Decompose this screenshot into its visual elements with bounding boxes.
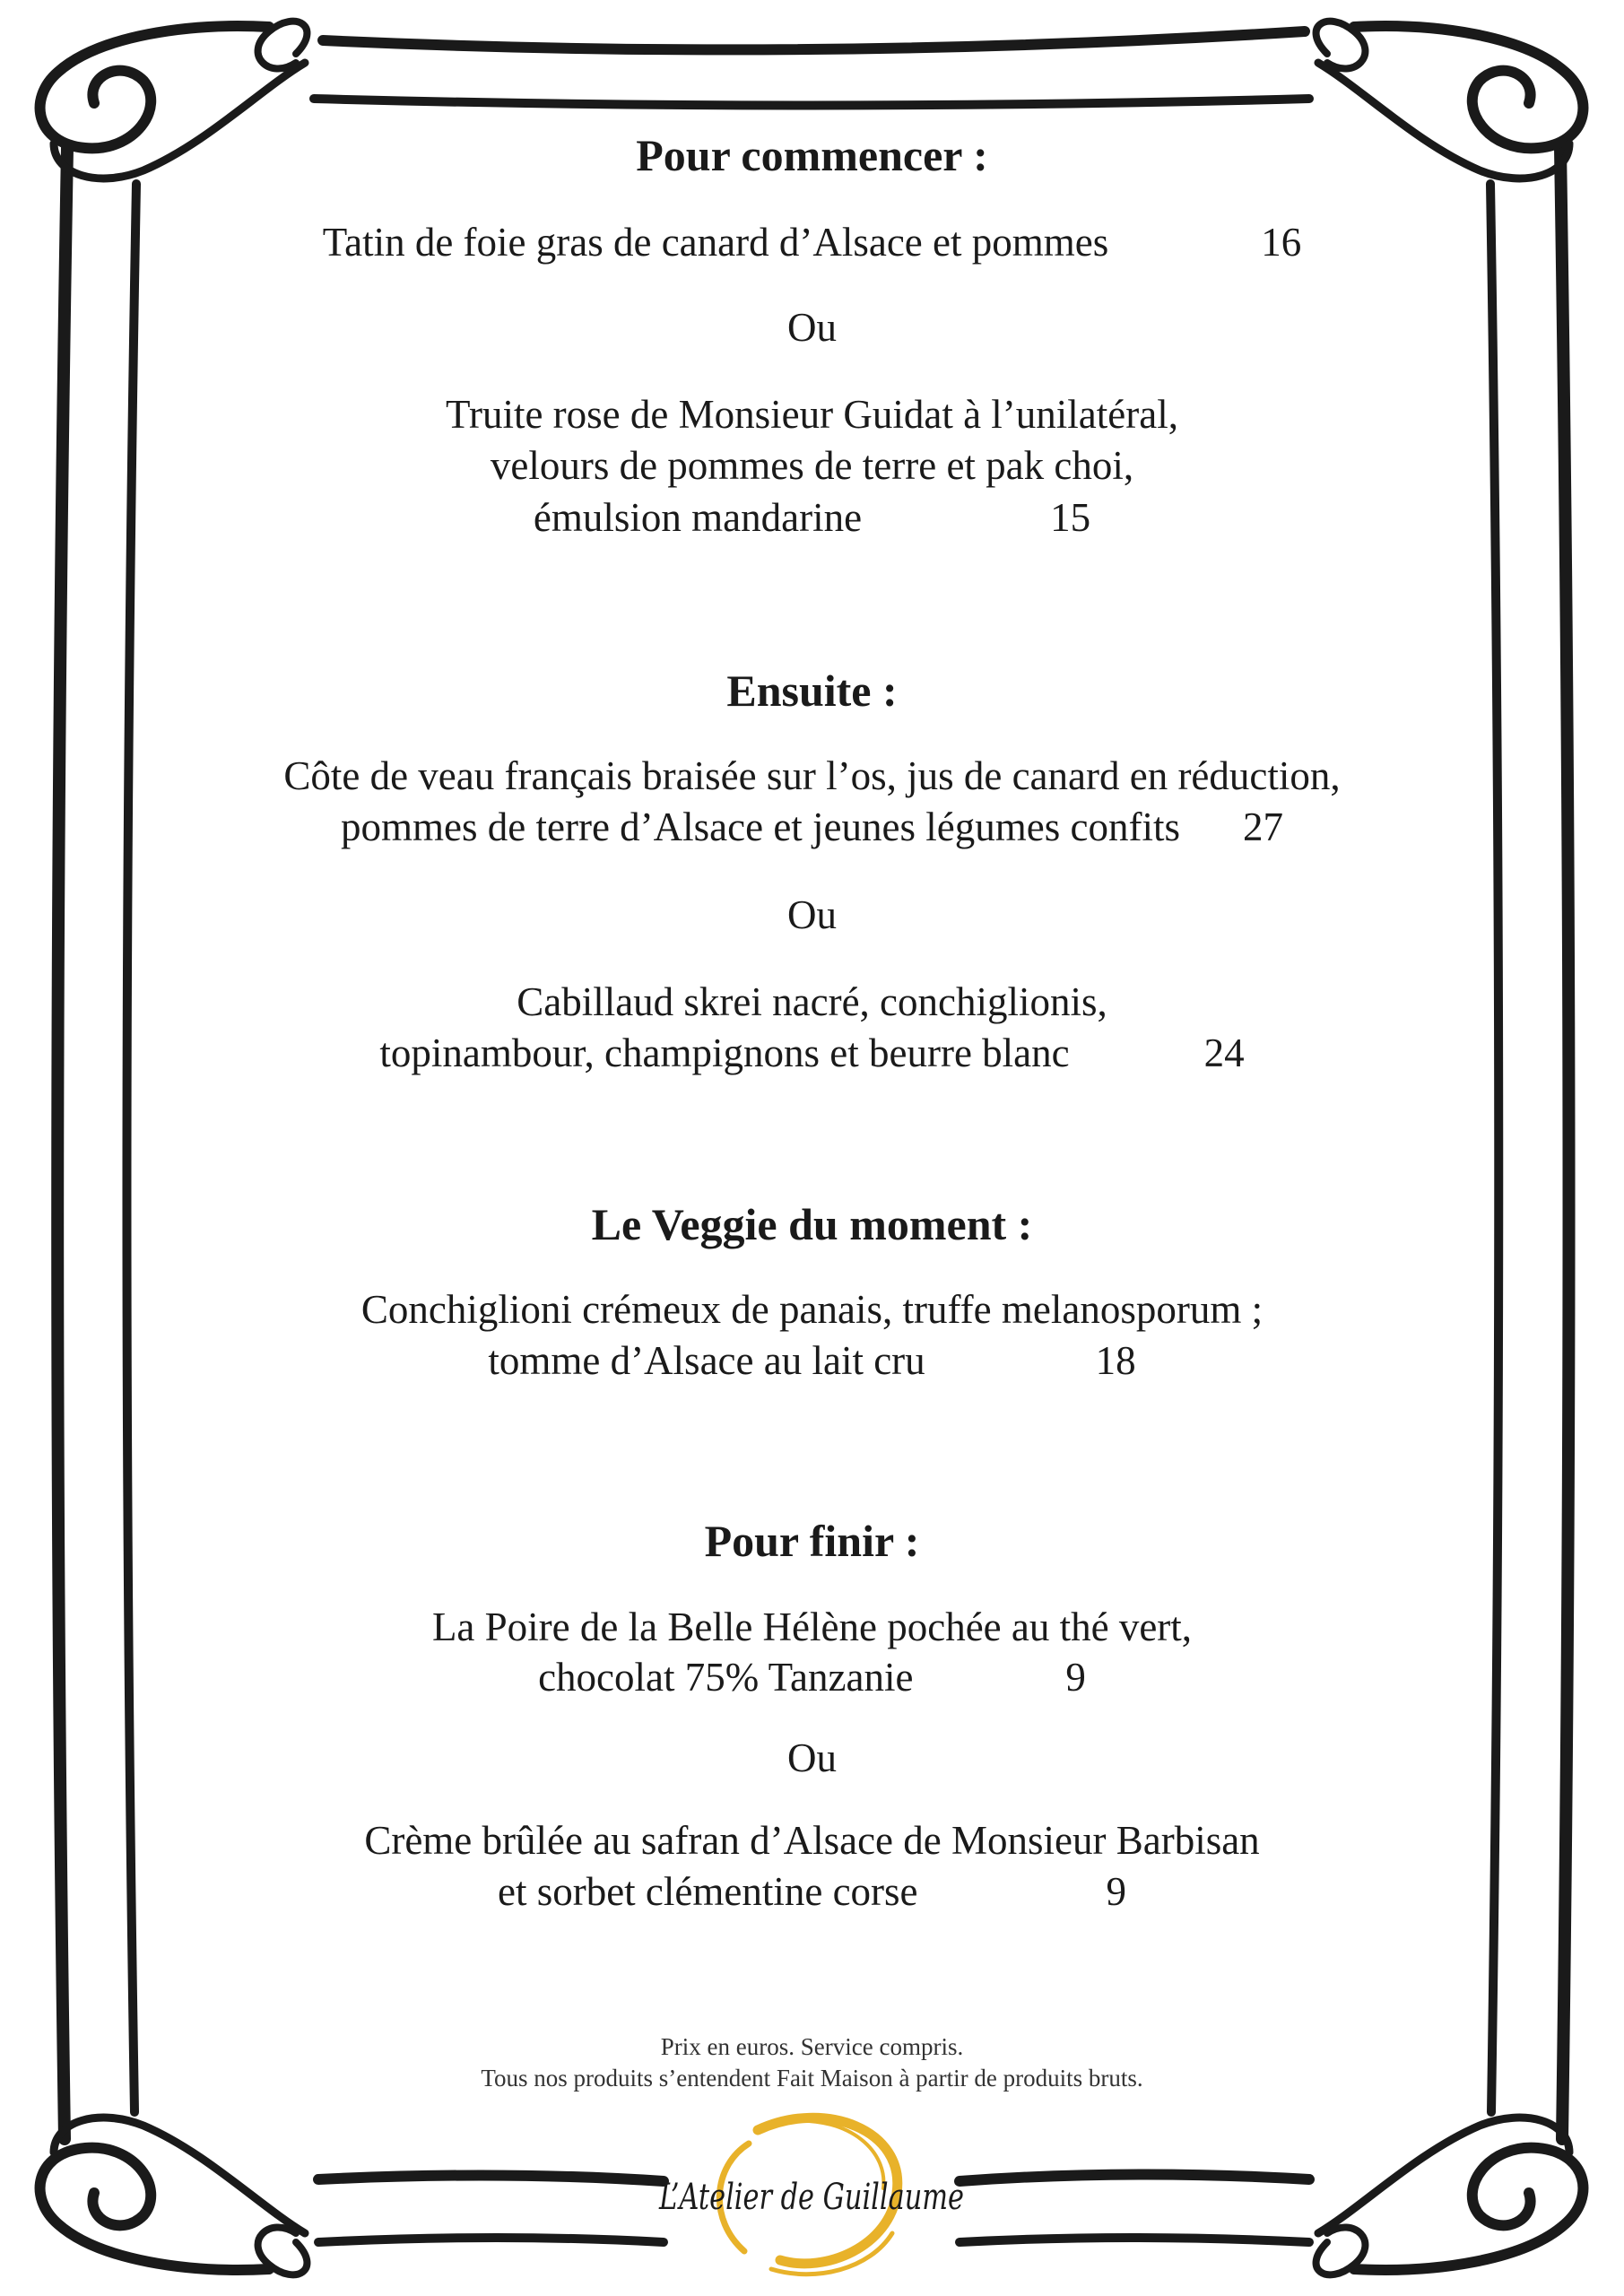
dish-text: Tatin de foie gras de canard d’Alsace et pommes <box>322 220 1109 265</box>
menu-item-line <box>0 803 1624 852</box>
dish-text: Crème brûlée au safran d’Alsace de Monsieur Barbisan <box>364 1818 1260 1863</box>
footer-note-homemade: Tous nos produits s’entendent Fait Maison à partir de produits bruts. <box>481 2065 1143 2092</box>
dish-text: Truite rose de Monsieur Guidat à l’unilatéral, <box>446 392 1178 437</box>
dish-text: topinambour, champignons et beurre blanc <box>379 1031 1070 1075</box>
dish-text: Conchiglioni crémeux de panais, truffe melanosporum ; <box>360 1287 1264 1332</box>
dish-text: tomme d’Alsace au lait cru <box>488 1338 925 1383</box>
menu-item-line <box>0 1603 1624 1652</box>
dish-price: 16 <box>1261 220 1302 265</box>
dish-text: La Poire de la Belle Hélène pochée au thé vert, <box>431 1605 1193 1649</box>
menu-item-line <box>0 978 1624 1027</box>
menu-item-line <box>0 493 1624 543</box>
dish-text: Côte de veau français braisée sur l’os, jus de canard en réduction, <box>283 753 1341 798</box>
dish-price: 24 <box>1203 1031 1245 1075</box>
restaurant-logo <box>646 2103 977 2283</box>
dish-price: 9 <box>1065 1655 1086 1700</box>
menu-item-line <box>0 1816 1624 1866</box>
dish-text: chocolat 75% Tanzanie <box>538 1655 914 1700</box>
dish-text: velours de pommes de terre et pak choi, <box>490 443 1134 488</box>
dish-price: 15 <box>1050 495 1091 540</box>
dish-text: pommes de terre d’Alsace et jeunes légumes confits <box>341 804 1180 849</box>
section-heading-pour-commencer: Pour commencer : <box>636 130 988 180</box>
menu-item-line <box>0 441 1624 491</box>
section-heading-ensuite: Ensuite : <box>726 665 898 716</box>
menu-item-line <box>0 752 1624 801</box>
menu-item-line <box>0 390 1624 439</box>
menu-item-line <box>0 1867 1624 1917</box>
dish-text: et sorbet clémentine corse <box>497 1869 918 1914</box>
menu-item-line <box>0 218 1624 267</box>
footer-note-prices: Prix en euros. Service compris. <box>660 2033 964 2060</box>
menu-item-line <box>0 1029 1624 1078</box>
separator-ou: Ou <box>787 1735 837 1780</box>
menu-item-line <box>0 1653 1624 1702</box>
separator-ou: Ou <box>787 892 837 937</box>
dish-price: 9 <box>1106 1869 1127 1914</box>
dish-text: émulsion mandarine <box>533 495 863 540</box>
dish-text: Cabillaud skrei nacré, conchiglionis, <box>517 979 1107 1024</box>
section-heading-pour-finir: Pour finir : <box>704 1516 920 1566</box>
logo-text: L’Atelier de Guillaume <box>658 2177 964 2218</box>
dish-price: 18 <box>1095 1338 1136 1383</box>
section-heading-veggie: Le Veggie du moment : <box>591 1199 1033 1249</box>
dish-price: 27 <box>1242 804 1283 849</box>
menu-item-line <box>0 1285 1624 1335</box>
separator-ou: Ou <box>787 305 837 350</box>
menu-item-line <box>0 1336 1624 1386</box>
